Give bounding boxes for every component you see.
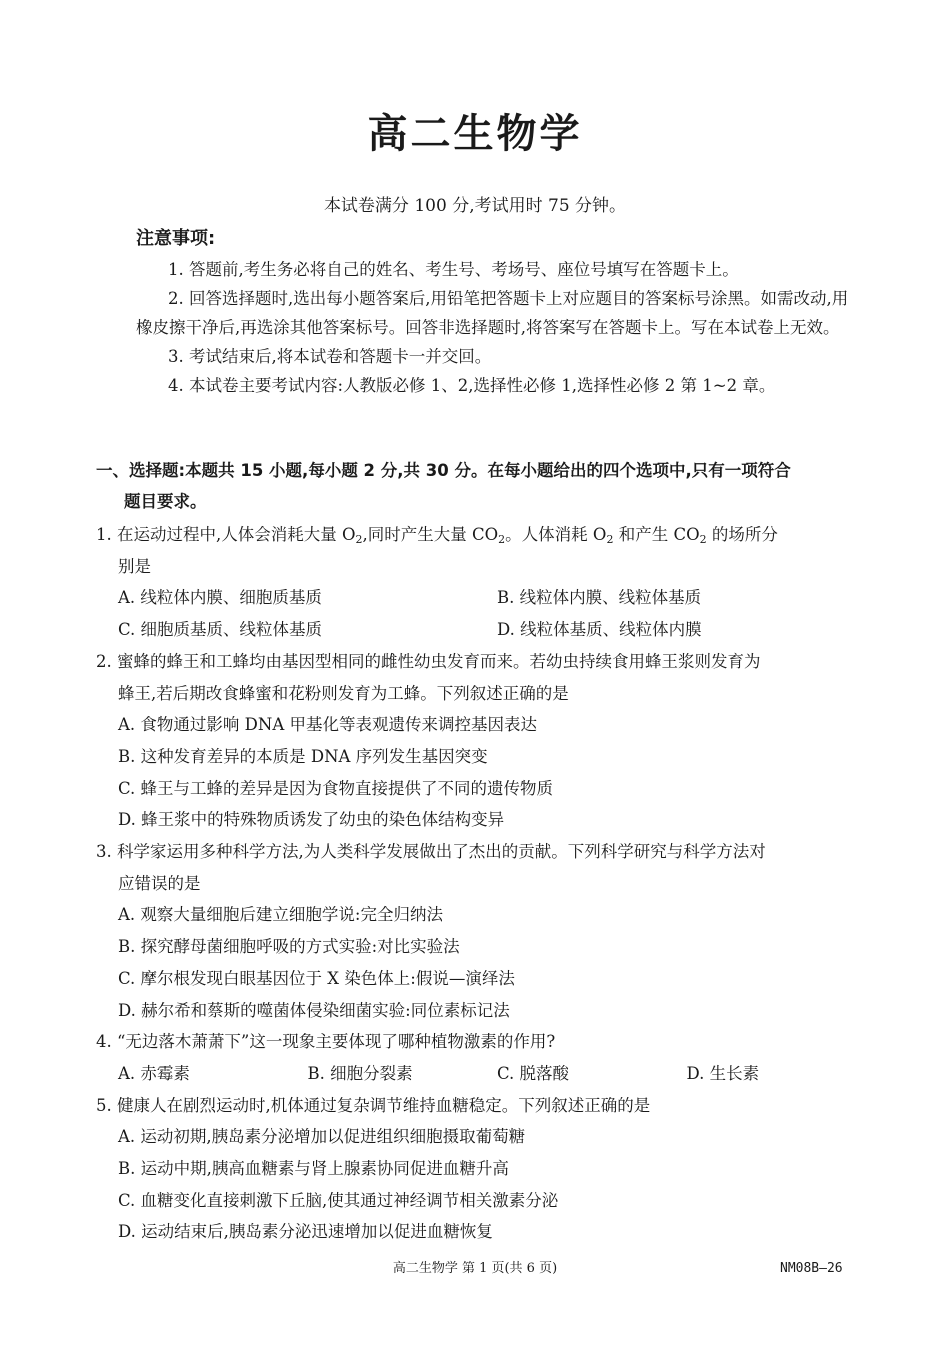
stem-text: 和产生 CO [613, 525, 700, 544]
section-heading [96, 455, 876, 517]
stem-text: ,同时产生大量 CO [362, 525, 499, 544]
subscript: 2 [498, 533, 506, 546]
notice-heading: 注意事项: [136, 228, 216, 249]
option-a: A. 赤霉素 [118, 1063, 190, 1083]
option-c: C. 蜂王与工蜂的差异是因为食物直接提供了不同的遗传物质 [118, 778, 554, 798]
option-c: C. 摩尔根发现白眼基因位于 X 染色体上:假说—演绎法 [118, 968, 515, 988]
question-stem-cont: 别是 [118, 556, 151, 576]
option-b: B. 这种发育差异的本质是 DNA 序列发生基因突变 [118, 746, 488, 766]
option-row [96, 614, 876, 646]
option-b: B. 线粒体内膜、线粒体基质 [497, 588, 702, 608]
option-c: C. 脱落酸 [497, 1063, 570, 1083]
question-1 [96, 519, 876, 646]
option-row [96, 1058, 876, 1090]
notice-list [136, 255, 856, 400]
question-stem: 2. 蜜蜂的蜂王和工蜂均由基因型相同的雌性幼虫发育而来。若幼虫持续食用蜂王浆则发育为 [96, 651, 761, 671]
subscript: 2 [355, 533, 363, 546]
page-title: 高二生物学 [367, 111, 583, 157]
question-5 [96, 1090, 876, 1249]
notice-item: 4. 本试卷主要考试内容:人教版必修 1、2,选择性必修 1,选择性必修 2 第 1~2 章。 [168, 376, 776, 395]
option-b: B. 细胞分裂素 [307, 1063, 413, 1083]
question-list [96, 519, 876, 1248]
option-d: D. 线粒体基质、线粒体内膜 [497, 620, 702, 640]
question-3 [96, 836, 876, 1026]
option-d: D. 蜂王浆中的特殊物质诱发了幼虫的染色体结构变异 [118, 810, 505, 830]
subscript: 2 [699, 533, 707, 546]
notice-item: 3. 考试结束后,将本试卷和答题卡一并交回。 [168, 347, 492, 366]
section-heading-line: 题目要求。 [124, 492, 207, 511]
option-a: A. 观察大量细胞后建立细胞学说:完全归纳法 [118, 905, 443, 925]
stem-text: 1. 在运动过程中,人体会消耗大量 O [96, 525, 356, 544]
option-a: A. 运动初期,胰岛素分泌增加以促进组织细胞摄取葡萄糖 [118, 1127, 526, 1147]
question-2 [96, 646, 876, 836]
question-stem-cont: 应错误的是 [118, 873, 201, 893]
option-c: C. 细胞质基质、线粒体基质 [118, 620, 323, 640]
question-stem: 4. “无边落木萧萧下”这一现象主要体现了哪种植物激素的作用? [96, 1032, 556, 1052]
notice-item: 1. 答题前,考生务必将自己的姓名、考生号、考场号、座位号填写在答题卡上。 [168, 260, 739, 279]
notice-item: 2. 回答选择题时,选出每小题答案后,用铅笔把答题卡上对应题目的答案标号涂黑。如需改动,用橡皮擦干净后,再选涂其他答案标号。回答非选择题时,将答案写在答题卡上。写在本试卷上无效。 [136, 289, 849, 337]
option-d: D. 生长素 [686, 1063, 760, 1083]
page-number: 高二生物学 第 1 页(共 6 页) [392, 1261, 558, 1276]
option-a: A. 线粒体内膜、细胞质基质 [118, 588, 322, 608]
option-a: A. 食物通过影响 DNA 甲基化等表观遗传来调控基因表达 [118, 715, 537, 735]
paper-code: NM08B—26 [780, 1261, 843, 1276]
question-stem: 3. 科学家运用多种科学方法,为人类科学发展做出了杰出的贡献。下列科学研究与科学方法对 [96, 842, 766, 862]
question-stem-cont: 蜂王,若后期改食蜂蜜和花粉则发育为工蜂。下列叙述正确的是 [118, 683, 569, 703]
option-b: B. 运动中期,胰高血糖素与肾上腺素协同促进血糖升高 [118, 1159, 509, 1179]
exam-info: 本试卷满分 100 分,考试用时 75 分钟。 [323, 196, 627, 216]
option-c: C. 血糖变化直接刺激下丘脑,使其通过神经调节相关激素分泌 [118, 1190, 559, 1210]
option-b: B. 探究酵母菌细胞呼吸的方式实验:对比实验法 [118, 937, 460, 957]
stem-text: 的场所分 [706, 525, 778, 544]
question-stem: 5. 健康人在剧烈运动时,机体通过复杂调节维持血糖稳定。下列叙述正确的是 [96, 1095, 651, 1115]
question-4 [96, 1026, 876, 1089]
option-d: D. 赫尔希和蔡斯的噬菌体侵染细菌实验:同位素标记法 [118, 1000, 510, 1020]
option-d: D. 运动结束后,胰岛素分泌迅速增加以促进血糖恢复 [118, 1222, 493, 1242]
stem-text: 。人体消耗 O [505, 525, 607, 544]
question-stem [96, 519, 876, 551]
section-heading-line: 一、选择题:本题共 15 小题,每小题 2 分,共 30 分。在每小题给出的四个选项中,只有一项符合 [96, 461, 791, 480]
option-row [96, 582, 876, 614]
subscript: 2 [606, 533, 614, 546]
